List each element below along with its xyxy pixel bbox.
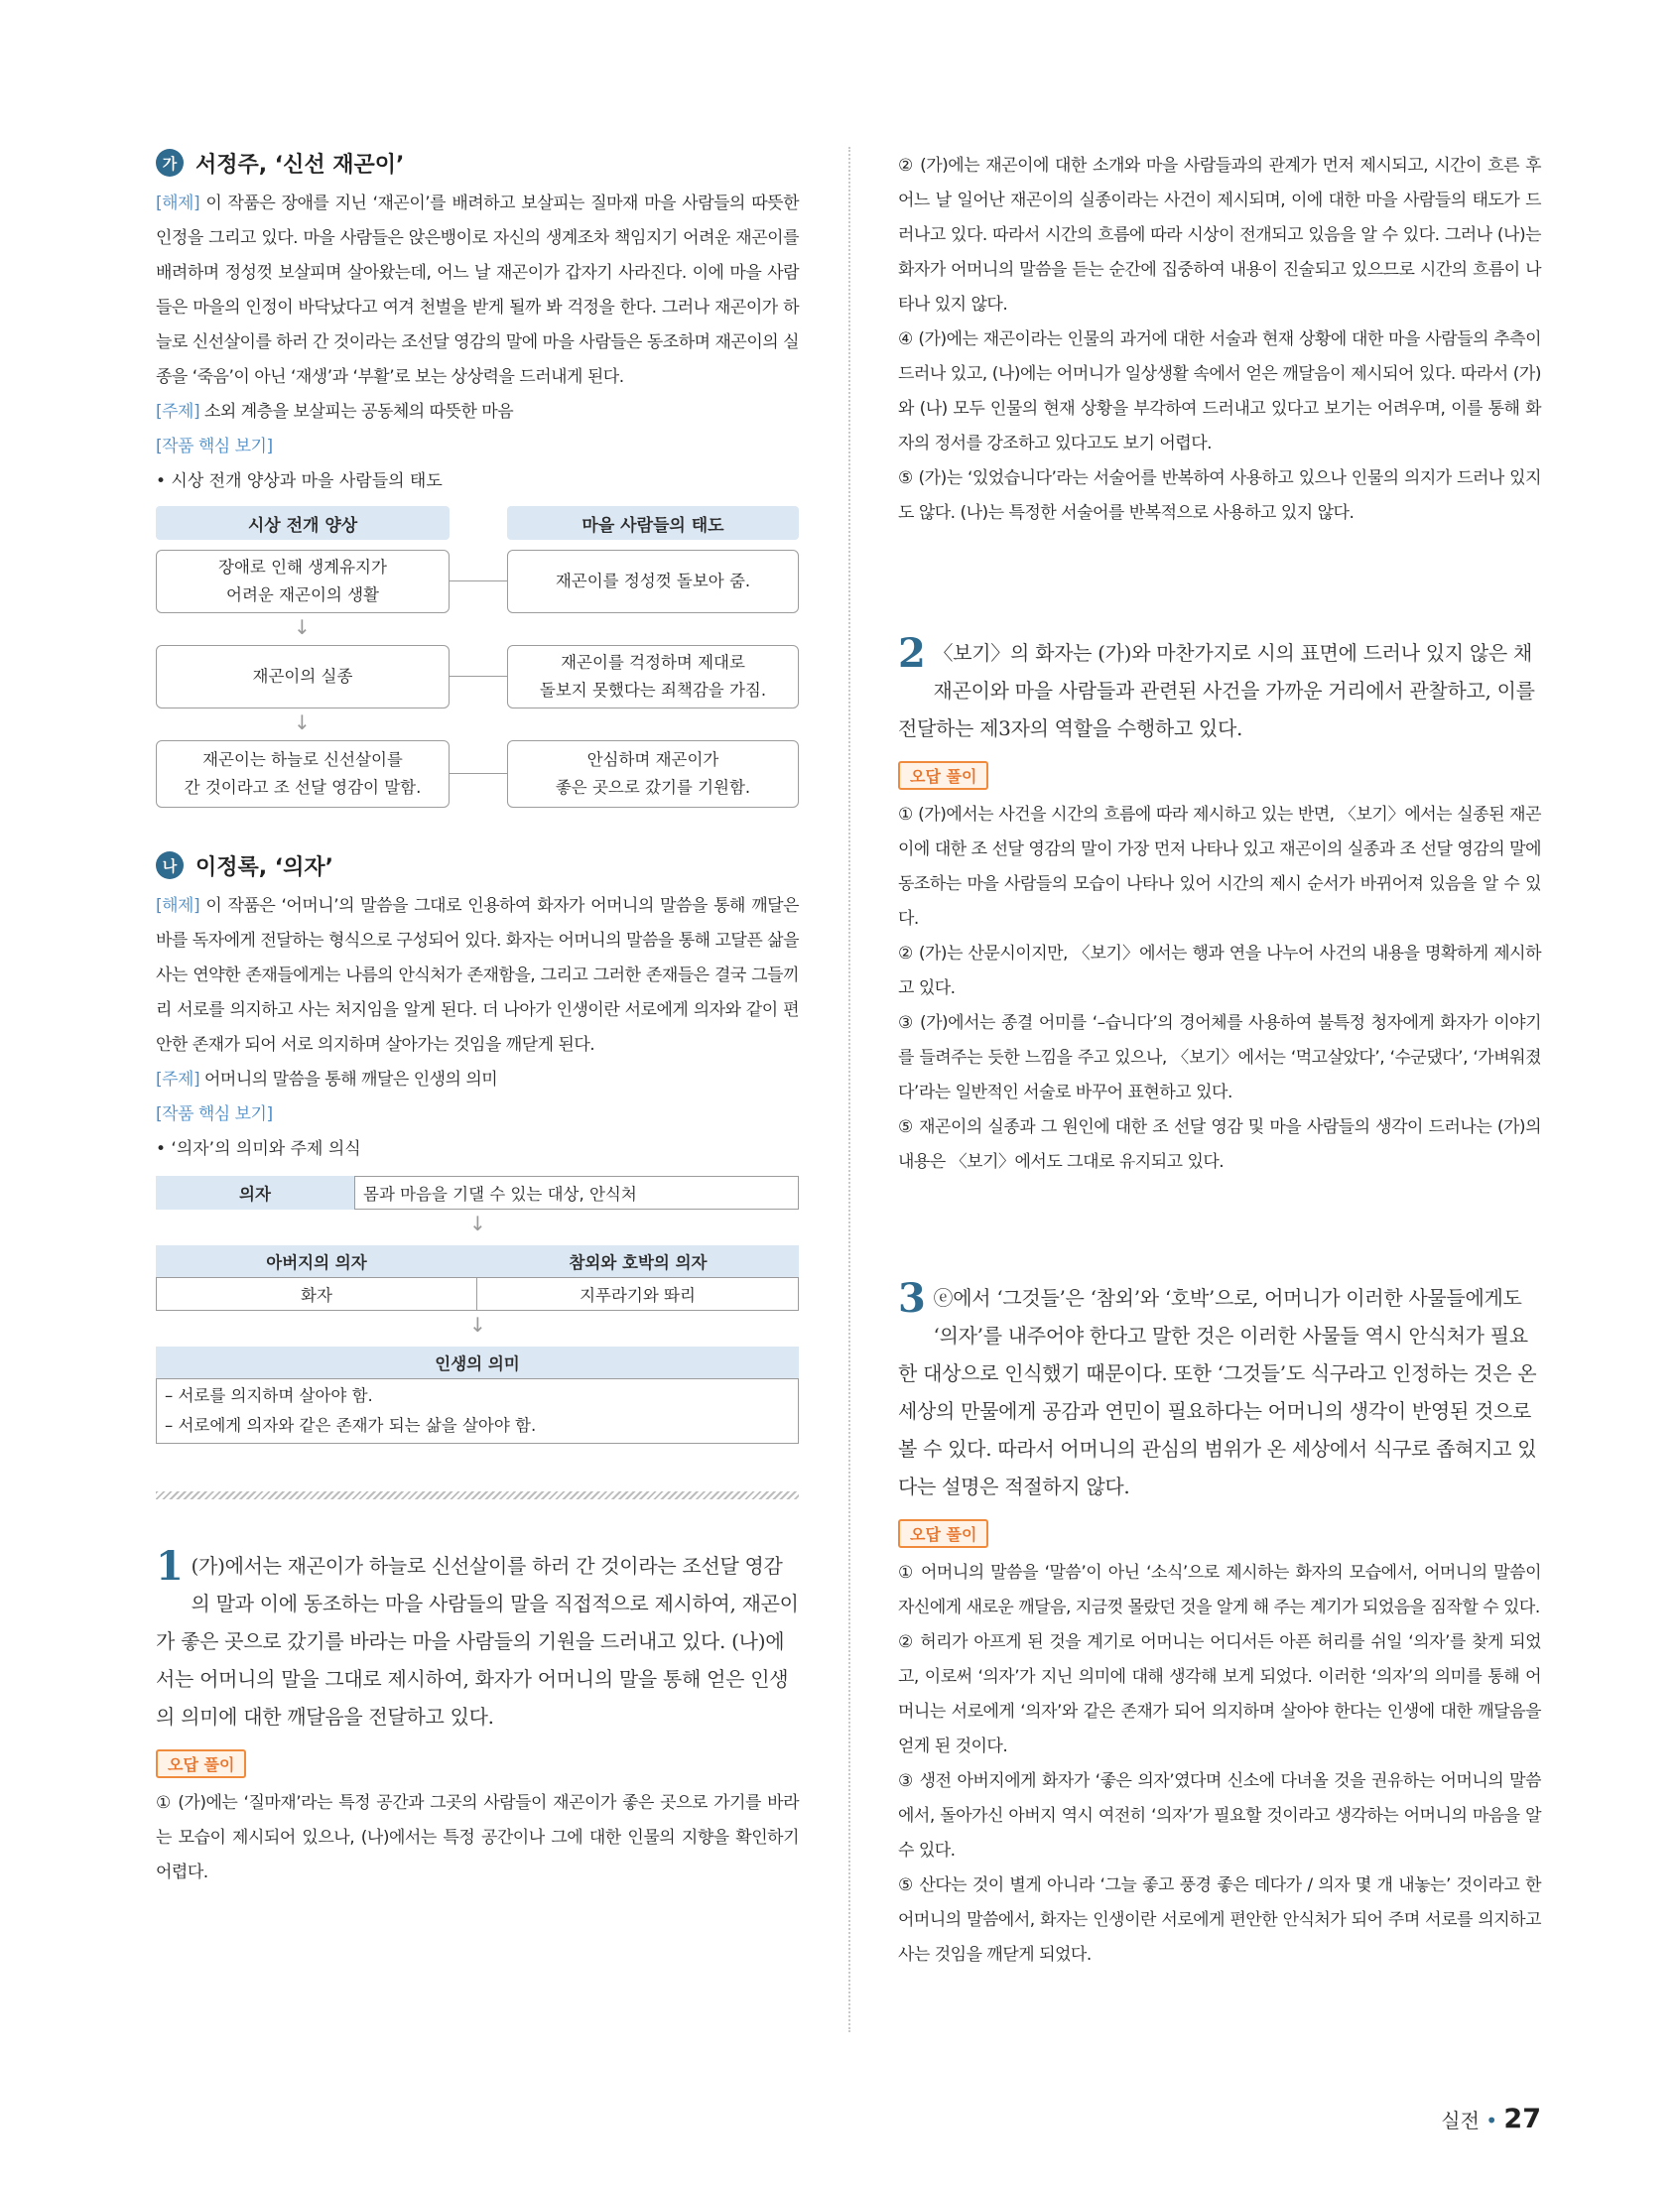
table-header-life: 인생의 의미: [156, 1347, 799, 1378]
flow-right-2: 재곤이를 걱정하며 제대로 돌보지 못했다는 죄책감을 가짐.: [507, 645, 799, 708]
q3-odap-3: ③ 생전 아버지에게 화자가 ‘좋은 의자’였다며 신소에 다녀올 것을 권유하는 어머니의 말씀에서, 돌아가신 아버지 역시 여전히 ‘의자’가 필요할 것이라고 생각하는 어머니의 마음을 알 수 있다.: [898, 1771, 1541, 1861]
flow-left-1: 장애로 인해 생계유지가 어려운 재곤이의 생활: [156, 550, 450, 613]
footer-dot: •: [1486, 2109, 1504, 2132]
q1-text: 1 (가)에서는 재곤이가 하늘로 신선살이를 하러 간 것이라는 조선달 영감의 말과 이에 동조하는 마을 사람들의 말을 직접적으로 제시하여, 재곤이가 좋은 곳으로 갔기를 바라는 마을 사람들의 기원을 드러내고 있다. (나)에서는 어머니의 말을 그대로 제시하여, 화자가 어머니의 말을 통해 얻은 인생의 의미에 대한 깨달음을 전달하고 있다.: [156, 1543, 799, 1729]
down-arrow-icon: ↓: [469, 1313, 486, 1337]
table-label-chair: 의자: [156, 1176, 354, 1210]
section-b-heading: 이정록, ‘의자’: [195, 854, 333, 880]
life-line-1: – 서로를 의지하며 살아야 함.: [165, 1386, 373, 1405]
q3-number: 3: [898, 1275, 926, 1322]
section-a-body: [156, 187, 799, 498]
section-b-title: [156, 849, 799, 881]
footer-label: 실전: [1441, 2109, 1480, 2132]
section-badge-b: 나: [156, 851, 184, 879]
juje-a: [주제] 소외 계층을 보살피는 공동체의 따뜻한 마음: [156, 402, 514, 422]
q1-number: 1: [156, 1543, 184, 1590]
haeje-a: [해제] 이 작품은 장애를 지닌 ‘재곤이’를 배려하고 보살피는 질마재 마을 사람들의 따뜻한 인정을 그리고 있다. 마을 사람들은 앉은뱅이로 자신의 생계조차 책임지기 어려운 재곤이를 배려하며 정성껏 보살피며 살아왔는데, 어느 날 재곤이가 갑자기 사라진다. 이에 마을 사람들은 마을의 인정이 바닥났다고 여겨 천벌을 받게 될까 봐 걱정을 한다. 그러나 재곤이가 하늘로 신선살이를 하러 간 것이라는 조선달 영감의 말에 마을 사람들은 동조하며 재곤이의 실종을 ‘죽음’이 아닌 ‘재생’과 ‘부활’로 보는 상상력을 드러내게 된다.: [156, 193, 799, 387]
question-2: [898, 630, 1541, 1180]
flow-left-3: 재곤이는 하늘로 신선살이를 간 것이라고 조 선달 영감이 말함.: [156, 740, 450, 808]
table-value-melon: 지푸라기와 똬리: [477, 1277, 799, 1311]
haeje-b: [해제] 이 작품은 ‘어머니’의 말씀을 그대로 인용하여 화자가 어머니의 말씀을 통해 깨달은 바를 독자에게 전달하는 형식으로 구성되어 있다. 화자는 어머니의 말씀을 통해 고달픈 삶을 사는 연약한 존재들에게는 나름의 안식처가 존재함을, 그리고 그러한 존재들은 결국 그들끼리 서로를 의지하고 사는 처지임을 알게 된다. 더 나아가 인생이란 서로에게 의자와 같이 편안한 존재가 되어 서로 의지하며 살아가는 것임을 깨닫게 된다.: [156, 896, 799, 1055]
odap-badge-2: 오답 풀이: [898, 761, 988, 790]
q2-number: 2: [898, 630, 926, 677]
left-column: [156, 147, 799, 1890]
q3-text: 3 ⓔ에서 ‘그것들’은 ‘참외’와 ‘호박’으로, 어머니가 이러한 사물들에게도 ‘의자’를 내주어야 한다고 말한 것은 이러한 사물들 역시 안식처가 필요한 대상으로 인식했기 때문이다. 또한 ‘그것들’도 식구라고 인정하는 것은 온 세상의 만물에게 공감과 연민이 필요하다는 어머니의 생각이 반영된 것으로 볼 수 있다. 따라서 어머니의 관심의 범위가 온 세상에서 식구로 좁혀지고 있다는 설명은 적절하지 않다.: [898, 1275, 1537, 1498]
q1-odap-4: ④ (가)에는 재곤이라는 인물의 과거에 대한 서술과 현재 상황에 대한 마을 사람들의 추측이 드러나 있고, (나)에는 어머니가 일상생활 속에서 얻은 깨달음이 제시되어 있다. 따라서 (가)와 (나) 모두 인물의 현재 상황을 부각하여 드러내고 있다고 보기는 어려우며, 이를 통해 화자의 정서를 강조하고 있다고도 보기 어렵다.: [898, 329, 1541, 453]
flow-right-1: 재곤이를 정성껏 돌보아 줌.: [507, 550, 799, 613]
q2-text: 2 〈보기〉의 화자는 (가)와 마찬가지로 시의 표면에 드러나 있지 않은 채 재곤이와 마을 사람들과 관련된 사건을 가까운 거리에서 관찰하고, 이를 전달하는 제3자의 역할을 수행하고 있다.: [898, 630, 1535, 740]
question-3: [898, 1275, 1541, 1973]
q1-odap-2: ② (가)에는 재곤이에 대한 소개와 마을 사람들과의 관계가 먼저 제시되고, 시간이 흐른 후 어느 날 일어난 재곤이의 실종이라는 사건이 제시되며, 이에 대한 마을 사람들의 태도가 드러나고 있다. 따라서 시간의 흐름에 따라 시상이 전개되고 있음을 알 수 있다. 그러나 (나)는 화자가 어머니의 말씀을 듣는 순간에 집중하여 내용이 진술되고 있으므로 시간의 흐름이 나타나 있지 않다.: [898, 156, 1541, 315]
q3-odap-1: ① 어머니의 말씀을 ‘말씀’이 아닌 ‘소식’으로 제시하는 화자의 모습에서, 어머니의 말씀이 자신에게 새로운 깨달음, 지금껏 몰랐던 것을 알게 해 주는 계기가 되었음을 짐작할 수 있다.: [898, 1563, 1541, 1617]
table-value-father: 화자: [156, 1277, 477, 1311]
down-arrow-icon: ↓: [469, 1212, 486, 1235]
table-value-life: [156, 1378, 799, 1444]
flow-header-right: 마을 사람들의 태도: [507, 506, 799, 540]
table-header-father: 아버지의 의자: [156, 1245, 477, 1277]
flow-right-3: 안심하며 재곤이가 좋은 곳으로 갔기를 기원함.: [507, 740, 799, 808]
q2-odap-5: ⑤ 재곤이의 실종과 그 원인에 대한 조 선달 영감 및 마을 사람들의 생각이 드러나는 (가)의 내용은 〈보기〉에서도 그대로 유지되고 있다.: [898, 1117, 1541, 1172]
bullet-a: • 시상 전개 양상과 마을 사람들의 태도: [156, 471, 443, 491]
q3-odap-5: ⑤ 산다는 것이 별게 아니라 ‘그늘 좋고 풍경 좋은 데다가 / 의자 몇 개 내놓는’ 것이라고 한 어머니의 말씀에서, 화자는 인생이란 서로에게 편안한 안식처가 되어 주며 서로를 의지하고 사는 것임을 깨닫게 되었다.: [898, 1875, 1541, 1965]
flow-connector-2: [450, 676, 507, 677]
q1-odap-1: ① (가)에는 ‘질마재’라는 특정 공간과 그곳의 사람들이 재곤이가 좋은 곳으로 가기를 바라는 모습이 제시되어 있으나, (나)에서는 특정 공간이나 그에 대한 인물의 지향을 확인하기 어렵다.: [156, 1793, 799, 1882]
flow-connector-1: [450, 580, 507, 581]
right-column: [898, 149, 1541, 1973]
page-footer: [1441, 2104, 1541, 2134]
chair-meaning-table: [156, 1172, 799, 1487]
flow-diagram: [156, 506, 799, 828]
bullet-b: • ‘의자’의 의미와 주제 의식: [156, 1139, 361, 1159]
juje-b: [주제] 어머니의 말씀을 통해 깨달은 인생의 의미: [156, 1070, 498, 1090]
odap-badge-3: 오답 풀이: [898, 1519, 988, 1548]
core-a: [작품 핵심 보기]: [156, 437, 273, 456]
q1-odap-5: ⑤ (가)는 ‘있었습니다’라는 서술어를 반복하여 사용하고 있으나 인물의 의지가 드러나 있지도 않다. (나)는 특정한 서술어를 반복적으로 사용하고 있지 않다.: [898, 468, 1541, 523]
down-arrow-icon: ↓: [294, 615, 311, 639]
flow-left-2: 재곤이의 실종: [156, 645, 450, 708]
section-b-body: [156, 889, 799, 1166]
section-a-title: [156, 147, 799, 179]
flow-connector-3: [450, 773, 507, 774]
page-number: 27: [1503, 2104, 1541, 2134]
core-b: [작품 핵심 보기]: [156, 1104, 273, 1124]
q2-odap-2: ② (가)는 산문시이지만, 〈보기〉에서는 행과 연을 나누어 사건의 내용을 명확하게 제시하고 있다.: [898, 944, 1541, 998]
flow-header-left: 시상 전개 양상: [156, 506, 450, 540]
table-value-chair: 몸과 마음을 기댈 수 있는 대상, 안식처: [354, 1176, 799, 1210]
odap-badge-1: 오답 풀이: [156, 1749, 246, 1778]
section-a-heading: 서정주, ‘신선 재곤이’: [195, 152, 405, 178]
column-divider: [848, 147, 850, 2032]
table-header-melon: 참외와 호박의 의자: [477, 1245, 799, 1277]
q2-odap-3: ③ (가)에서는 종결 어미를 ‘–습니다’의 경어체를 사용하여 불특정 청자에게 화자가 이야기를 들려주는 듯한 느낌을 주고 있으나, 〈보기〉에서는 ‘먹고살았다’, ‘수군댔다’, ‘가벼워졌다’라는 일반적인 서술로 바꾸어 표현하고 있다.: [898, 1013, 1541, 1102]
section-badge-a: 가: [156, 149, 184, 177]
q2-odap-1: ① (가)에서는 사건을 시간의 흐름에 따라 제시하고 있는 반면, 〈보기〉에서는 실종된 재곤이에 대한 조 선달 영감의 말이 가장 먼저 나타나 있고 재곤이의 실종과 조 선달 영감의 말에 동조하는 마을 사람들의 모습이 나타나 있어 시간의 제시 순서가 바뀌어져 있음을 알 수 있다.: [898, 805, 1541, 929]
q3-odap-2: ② 허리가 아프게 된 것을 계기로 어머니는 어디서든 아픈 허리를 쉬일 ‘의자’를 찾게 되었고, 이로써 ‘의자’가 지닌 의미에 대해 생각해 보게 되었다. 이러한 ‘의자’의 의미를 통해 어머니는 서로에게 ‘의자’와 같은 존재가 되어 의지하며 살아야 한다는 인생에 대한 깨달음을 얻게 된 것이다.: [898, 1632, 1541, 1756]
life-line-2: – 서로에게 의자와 같은 존재가 되는 삶을 살아야 함.: [165, 1416, 537, 1435]
wavy-separator: [156, 1491, 799, 1499]
question-1: [156, 1543, 799, 1890]
down-arrow-icon: ↓: [294, 710, 311, 734]
